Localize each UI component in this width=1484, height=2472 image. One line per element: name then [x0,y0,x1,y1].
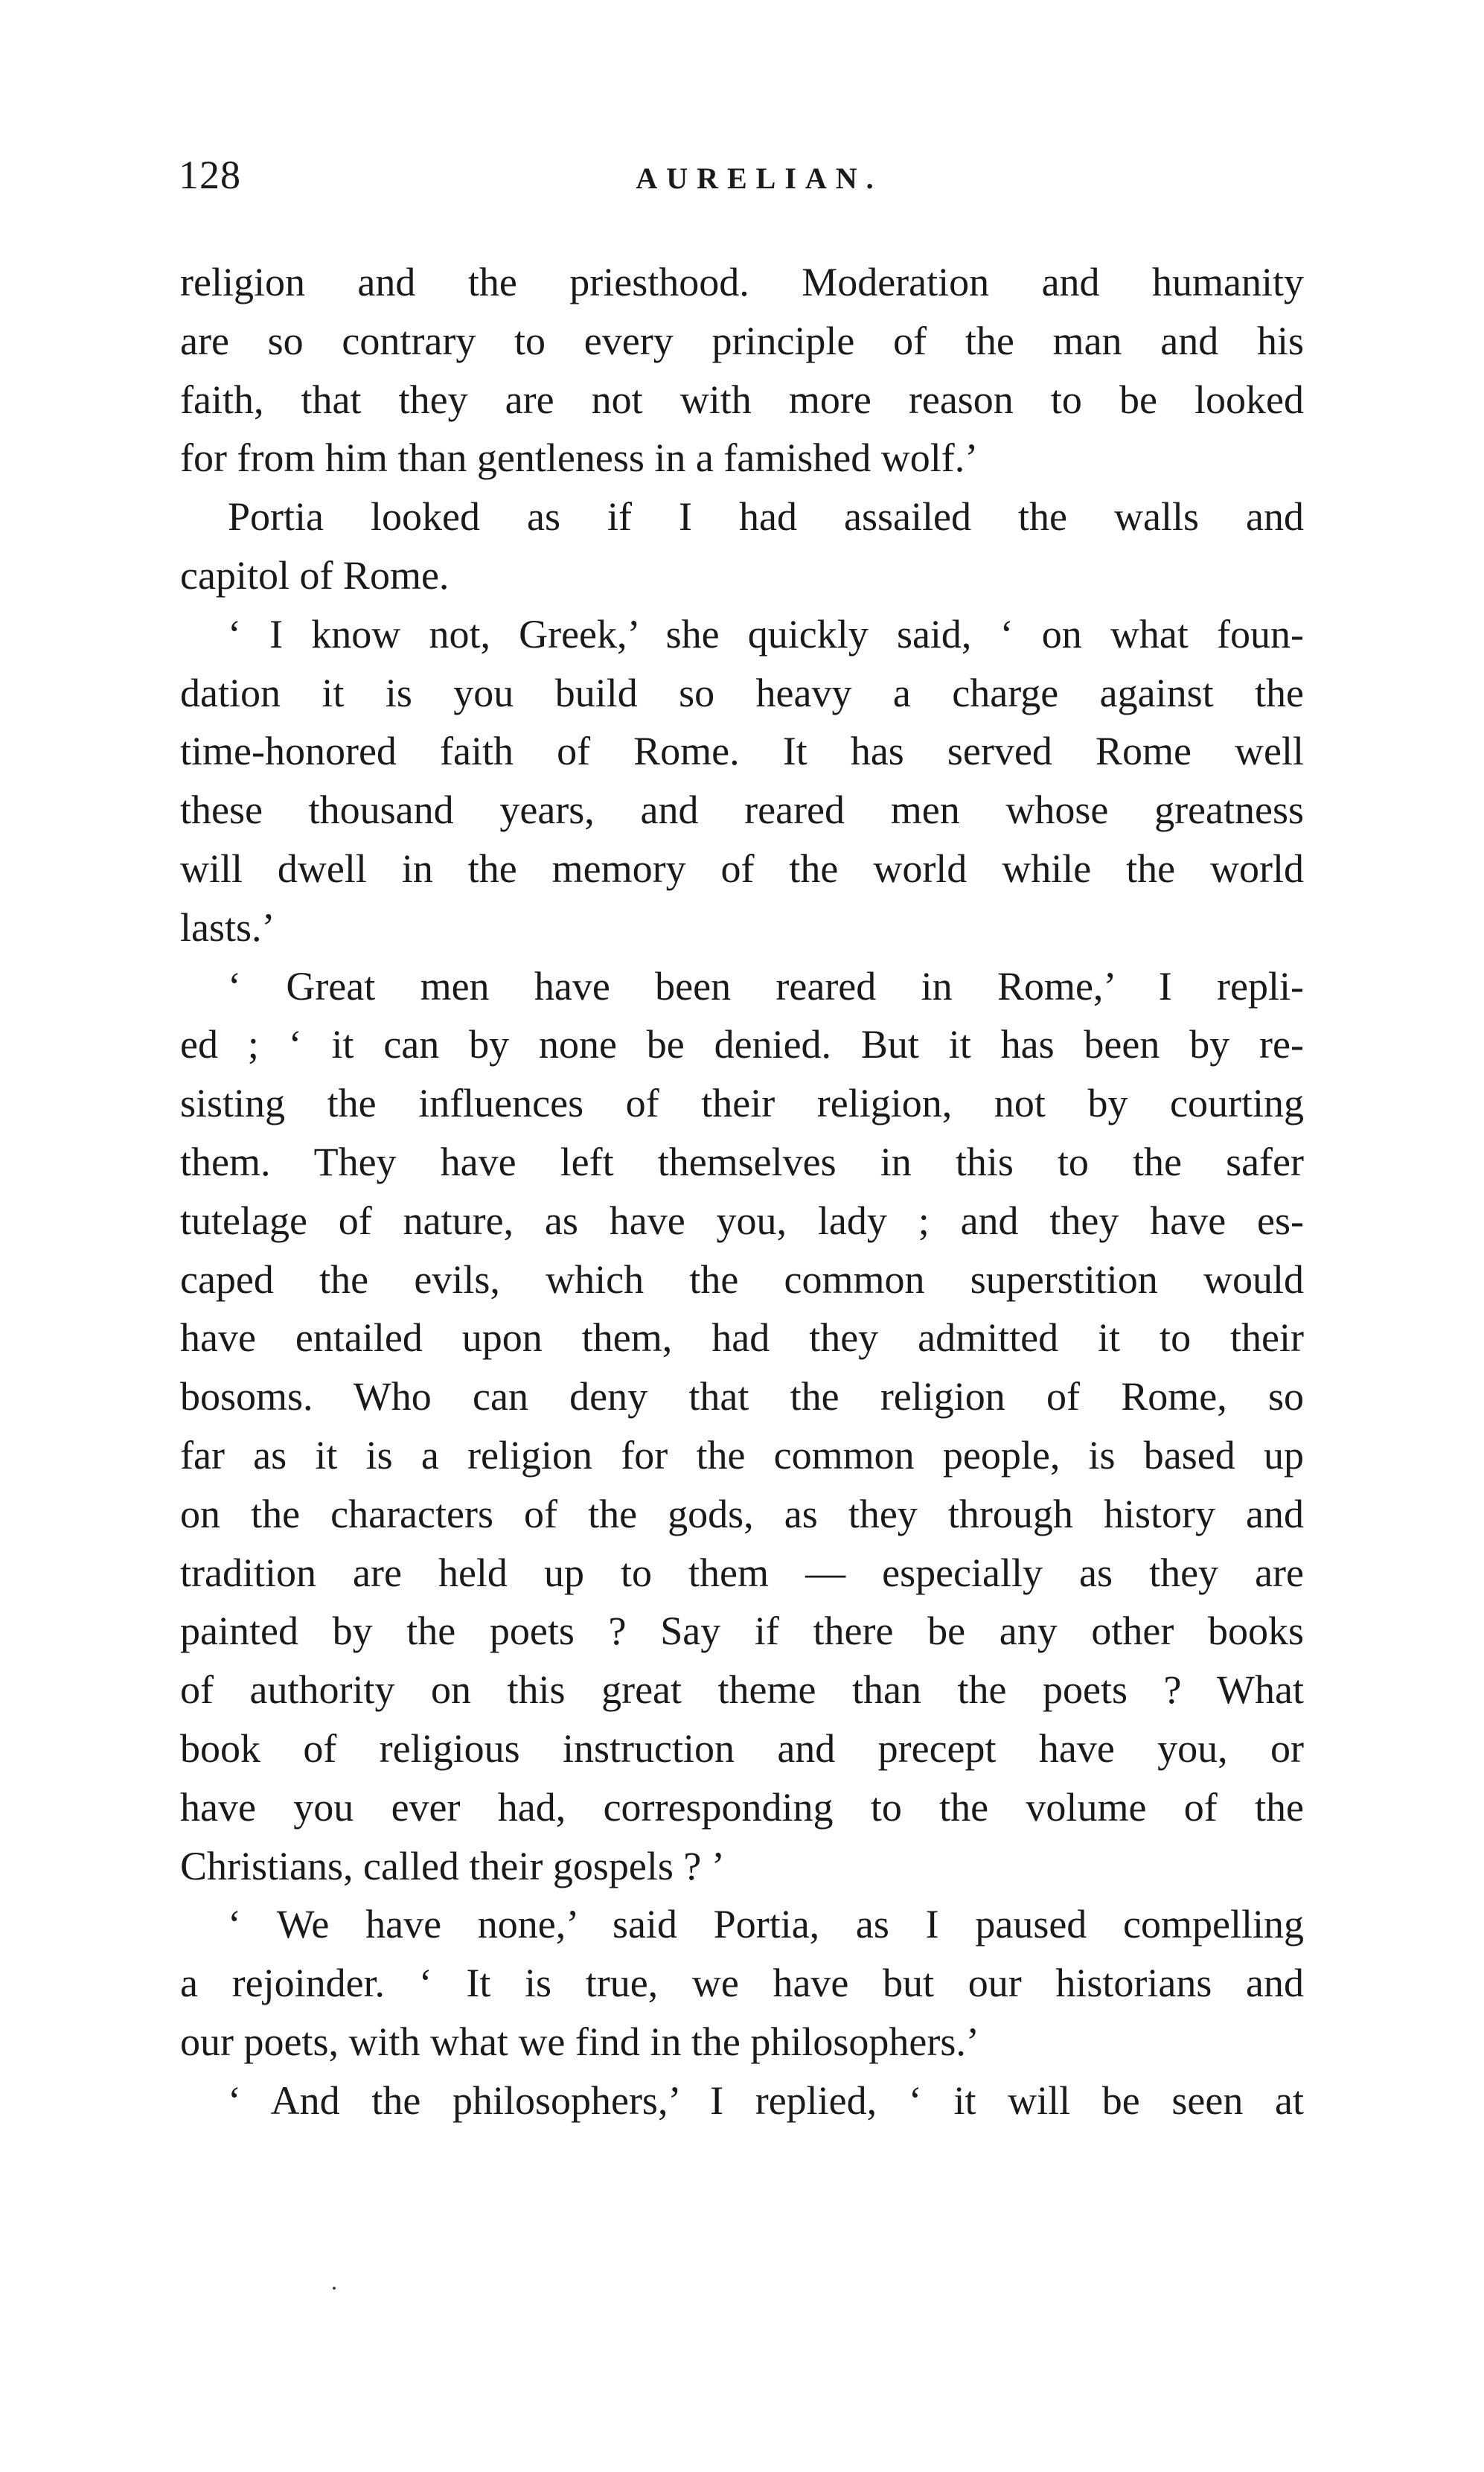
text-line: religion and the priesthood. Moderation and humanity [180,260,1304,304]
text-line: bosoms. Who can deny that the religion of Rome, so [180,1374,1304,1419]
print-speck [333,2287,336,2290]
text-line: dation it is you build so heavy a charge against the [180,670,1304,715]
text-line: faith, that they are not with more reason to be looked [180,377,1304,422]
text-line: sisting the influences of their religion, not by courting [180,1081,1304,1126]
text-line: Christians, called their gospels ? ’ [180,1843,725,1888]
text-line: ‘ Great men have been reared in Rome,’ I repli- [228,963,1304,1009]
text-line: caped the evils, which the common superstition would [180,1256,1304,1302]
running-title: AURELIAN. [636,162,883,195]
text-line: tutelage of nature, as have you, lady ; and they have es- [180,1198,1304,1243]
text-line: will dwell in the memory of the world while the world [180,846,1304,891]
text-line: have you ever had, corresponding to the volume of the [180,1784,1304,1830]
text-line: on the characters of the gods, as they through history and [180,1491,1304,1536]
text-line: these thousand years, and reared men whose greatness [180,788,1304,833]
text-line: lasts.’ [180,904,275,950]
text-line: them. They have left themselves in this to the safer [180,1139,1304,1184]
text-line: for from him than gentleness in a famished wolf.’ [180,435,979,481]
text-line: time-honored faith of Rome. It has served Rome well [180,729,1304,774]
text-line: have entailed upon them, had they admitted it to their [180,1315,1304,1361]
body-text [180,253,1304,2130]
text-line: are so contrary to every principle of the man and his [180,318,1304,363]
text-line: tradition are held up to them — especially as they are [180,1550,1304,1595]
text-line: painted by the poets ? Say if there be any other books [180,1609,1304,1654]
text-line: ‘ And the philosophers,’ I replied, ‘ it will be seen at [228,2077,1304,2123]
text-line: a rejoinder. ‘ It is true, we have but our historians and [180,1961,1304,2006]
text-line: of authority on this great theme than the poets ? What [180,1667,1304,1713]
running-head [179,145,1310,205]
text-line: capitol of Rome. [180,552,450,598]
text-line: ‘ We have none,’ said Portia, as I paused compelling [228,1902,1304,1947]
text-line: ‘ I know not, Greek,’ she quickly said, ‘ on what foun- [228,611,1304,657]
text-line: far as it is a religion for the common people, is based up [180,1432,1304,1478]
text-line: ed ; ‘ it can by none be denied. But it has been by re- [180,1022,1304,1067]
text-line: book of religious instruction and precept have you, or [180,1725,1304,1771]
page-number: 128 [179,153,241,197]
text-line: Portia looked as if I had assailed the walls and [228,494,1304,540]
text-line: our poets, with what we find in the philosophers.’ [180,2019,979,2064]
